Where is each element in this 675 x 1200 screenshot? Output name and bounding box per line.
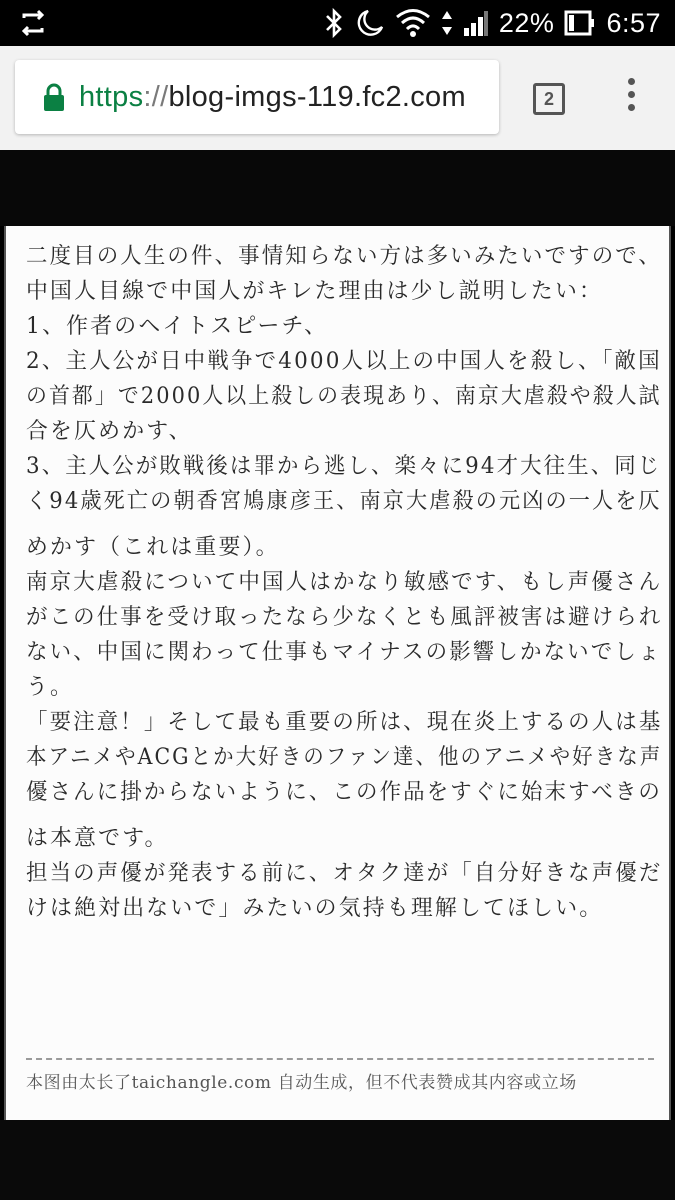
bluetooth-icon xyxy=(323,7,345,39)
article-line: 2、主人公が日中戦争で4000人以上の中国人を殺し、「敵国 xyxy=(26,349,662,374)
menu-dot-icon xyxy=(628,104,635,111)
article-line: ない、中国に関わって仕事もマイナスの影響しかないでしょ xyxy=(26,640,662,665)
menu-dot-icon xyxy=(628,78,635,85)
article-line: の首都」で2000人以上殺しの表現あり、南京大虐殺や殺人試 xyxy=(26,384,662,409)
article-line: けは絶対出ないで」みたいの気持も理解してほしい。 xyxy=(26,896,604,921)
battery-icon xyxy=(564,8,596,38)
cell-signal-icon xyxy=(463,8,489,38)
wifi-icon xyxy=(395,8,431,38)
article-line: 南京大虐殺について中国人はかなり敏感です、もし声優さん xyxy=(26,570,663,595)
data-arrows-icon xyxy=(441,8,453,38)
sync-icon xyxy=(16,6,50,40)
url-separator: :// xyxy=(143,81,169,113)
page-bottom-band xyxy=(0,1120,675,1200)
article-line: 優さんに掛からないように、この作品をすぐに始末すべきの xyxy=(26,780,662,805)
article-line: 「要注意！」そして最も重要の所は、現在炎上するの人は基 xyxy=(26,710,663,735)
browser-toolbar xyxy=(0,46,675,150)
menu-dot-icon xyxy=(628,91,635,98)
battery-percent: 22% xyxy=(498,7,555,38)
url-scheme: https xyxy=(79,81,144,113)
article-line: 本アニメやACGとか大好きのファン達、他のアニメや好きな声 xyxy=(26,745,663,770)
url-text[interactable] xyxy=(79,77,466,117)
article-line: う。 xyxy=(26,675,75,700)
article-line: 担当の声優が発表する前に、オタク達が「自分好きな声優だ xyxy=(26,861,663,886)
article-line: 二度目の人生の件、事情知らない方は多いみたいですので、 xyxy=(26,244,662,269)
url-host: blog-imgs-119.fc2.com xyxy=(168,81,466,113)
article-line: 合を仄めかす、 xyxy=(26,419,193,444)
overflow-menu-button[interactable] xyxy=(622,78,640,120)
address-bar[interactable] xyxy=(15,60,499,134)
do-not-disturb-moon-icon xyxy=(355,7,385,39)
text-image xyxy=(4,226,671,1120)
article-line: 1、作者のヘイトスピーチ、 xyxy=(26,314,329,339)
article-line: は本意です。 xyxy=(26,826,169,851)
article-line: 3、主人公が敗戦後は罪から逃し、楽々に94才大往生、同じ xyxy=(26,454,662,479)
footer-divider xyxy=(26,1058,654,1060)
clock: 6:57 xyxy=(606,7,661,38)
article-line: く94歳死亡の朝香宮鳩康彦王、南京大虐殺の元凶の一人を仄 xyxy=(26,489,662,514)
lock-icon xyxy=(41,82,67,112)
article-body xyxy=(26,239,666,926)
article-line: 中国人目線で中国人がキレた理由は少し説明したい： xyxy=(26,279,604,304)
page-top-band xyxy=(0,150,675,226)
article-line: めかす（これは重要）。 xyxy=(26,535,280,560)
article-line: がこの仕事を受け取ったなら少なくとも風評被害は避けられ xyxy=(26,605,663,630)
tab-switcher-button[interactable]: 2 xyxy=(533,83,565,115)
status-bar xyxy=(0,0,675,46)
image-footer-note: 本图由太长了taichangle.com 自动生成，但不代表赞成其内容或立场 xyxy=(26,1073,577,1093)
